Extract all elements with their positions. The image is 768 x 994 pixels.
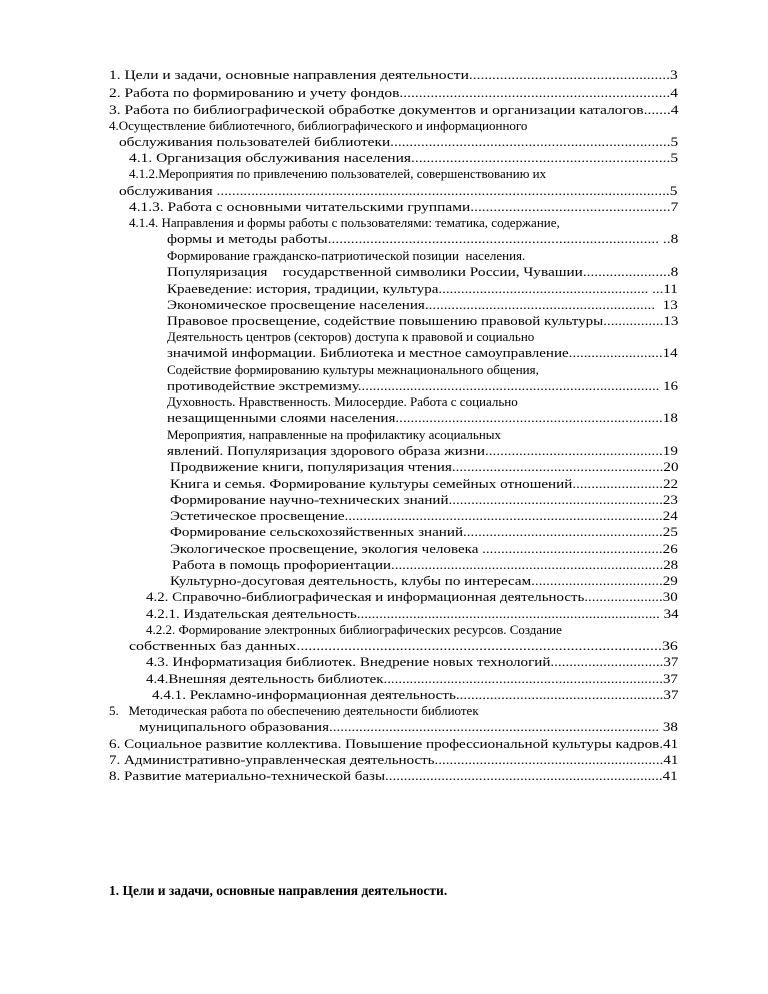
toc-line: 4.1.3. Работа с основными читательскими группами....................................................7 <box>129 199 679 214</box>
toc-line: 4.2.1. Издательская деятельность................................................................................. 34 <box>146 606 679 621</box>
toc-line: собственных баз данных............................................................................................36 <box>129 638 678 653</box>
toc-line: Формирование гражданско-патриотической позиции населения. <box>167 248 526 263</box>
toc-line: 7. Административно-управленческая деятельность.............................................................41 <box>109 752 679 767</box>
toc-line: 4.Осуществление библиотечного, библиографического и информационного <box>109 118 528 133</box>
toc-line: 4.2.2. Формирование электронных библиографических ресурсов. Создание <box>146 622 562 637</box>
toc-line: незащищенными слоями населения.......................................................................18 <box>167 410 678 425</box>
toc-line: Экономическое просвещение населения............................................................. 13 <box>167 297 678 312</box>
toc-line: Работа в помощь профориентации.........................................................................28 <box>172 557 679 572</box>
toc-line: 8. Развитие материально-технической базы..........................................................................41 <box>109 768 678 783</box>
toc-line: противодействие экстремизму................................................................................. 16 <box>167 378 679 393</box>
toc-line: Эстетическое просвещение.....................................................................................24 <box>170 508 678 523</box>
toc-line: Деятельность центров (секторов) доступа к правовой и социально <box>167 329 535 344</box>
toc-line: Популяризация государственной символики России, Чувашии.......................8 <box>167 264 679 279</box>
toc-line: 3. Работа по библиографической обработке документов и организации каталогов.......4 <box>109 102 679 117</box>
section-heading: 1. Цели и задачи, основные направления деятельности. <box>109 883 448 898</box>
toc-line: Духовность. Нравственность. Милосердие. Работа с социально <box>167 394 518 409</box>
toc-line: 4.4.Внешняя деятельность библиотек...........................................................................37 <box>146 671 678 686</box>
toc-line: Краеведение: история, традиции, культура........................................................ ...11 <box>167 281 678 296</box>
toc-line: явлений. Популяризация здорового образа жизни...............................................19 <box>167 443 678 458</box>
toc-line: 5. Методическая работа по обеспечению деятельности библиотек <box>109 703 479 718</box>
toc-line: 4.1. Организация обслуживания населения...................................................................5 <box>129 150 679 165</box>
toc-line: 6. Социальное развитие коллектива. Повышение профессиональной культуры кадров.41 <box>109 736 679 751</box>
toc-line: 4.1.4. Направления и формы работы с пользователями: тематика, содержание, <box>129 215 560 230</box>
toc-line: Продвижение книги, популяризация чтения........................................................20 <box>170 459 679 474</box>
toc-line: обслуживания пользователей библиотеки.........................................................................5 <box>119 134 679 149</box>
toc-line: муниципального образования........................................................................................ 38 <box>139 719 678 734</box>
toc-line: 2. Работа по формированию и учету фондов......................................................................4 <box>109 85 678 100</box>
toc-line: Формирование сельскохозяйственных знаний.....................................................25 <box>170 524 678 539</box>
toc-line: Формирование научно-технических знаний.........................................................23 <box>170 492 678 507</box>
toc-line: Книга и семья. Формирование культуры семейных отношений........................22 <box>170 476 679 491</box>
toc-line: 1. Цели и задачи, основные направления деятельности....................................................3 <box>109 67 678 82</box>
toc-line: 4.2. Справочно-библиографическая и информационная деятельность.....................30 <box>146 589 678 604</box>
toc-line: значимой информации. Библиотека и местное самоуправление.........................14 <box>167 345 678 360</box>
toc-line: формы и методы работы...................................................................................... ..8 <box>167 231 679 246</box>
toc-line: 4.4.1. Рекламно-информационная деятельность.......................................................37 <box>152 687 679 702</box>
toc-line: Экологическое просвещение, экология человека ................................................26 <box>170 541 678 556</box>
toc-line: Правовое просвещение, содействие повышению правовой культуры................13 <box>167 313 679 328</box>
toc-line: обслуживания ......................................................................................................................5 <box>119 183 678 198</box>
toc-line: Культурно-досуговая деятельность, клубы по интересам...................................29 <box>170 573 678 588</box>
toc-line: 4.1.2.Мероприятия по привлечению пользователей, совершенствованию их <box>129 166 547 181</box>
toc-line: 4.3. Информатизация библиотек. Внедрение новых технологий..............................37 <box>146 654 679 669</box>
toc-line: Содействие формированию культуры межнационального общения, <box>167 362 539 377</box>
toc-line: Мероприятия, направленные на профилактику асоциальных <box>167 427 502 442</box>
